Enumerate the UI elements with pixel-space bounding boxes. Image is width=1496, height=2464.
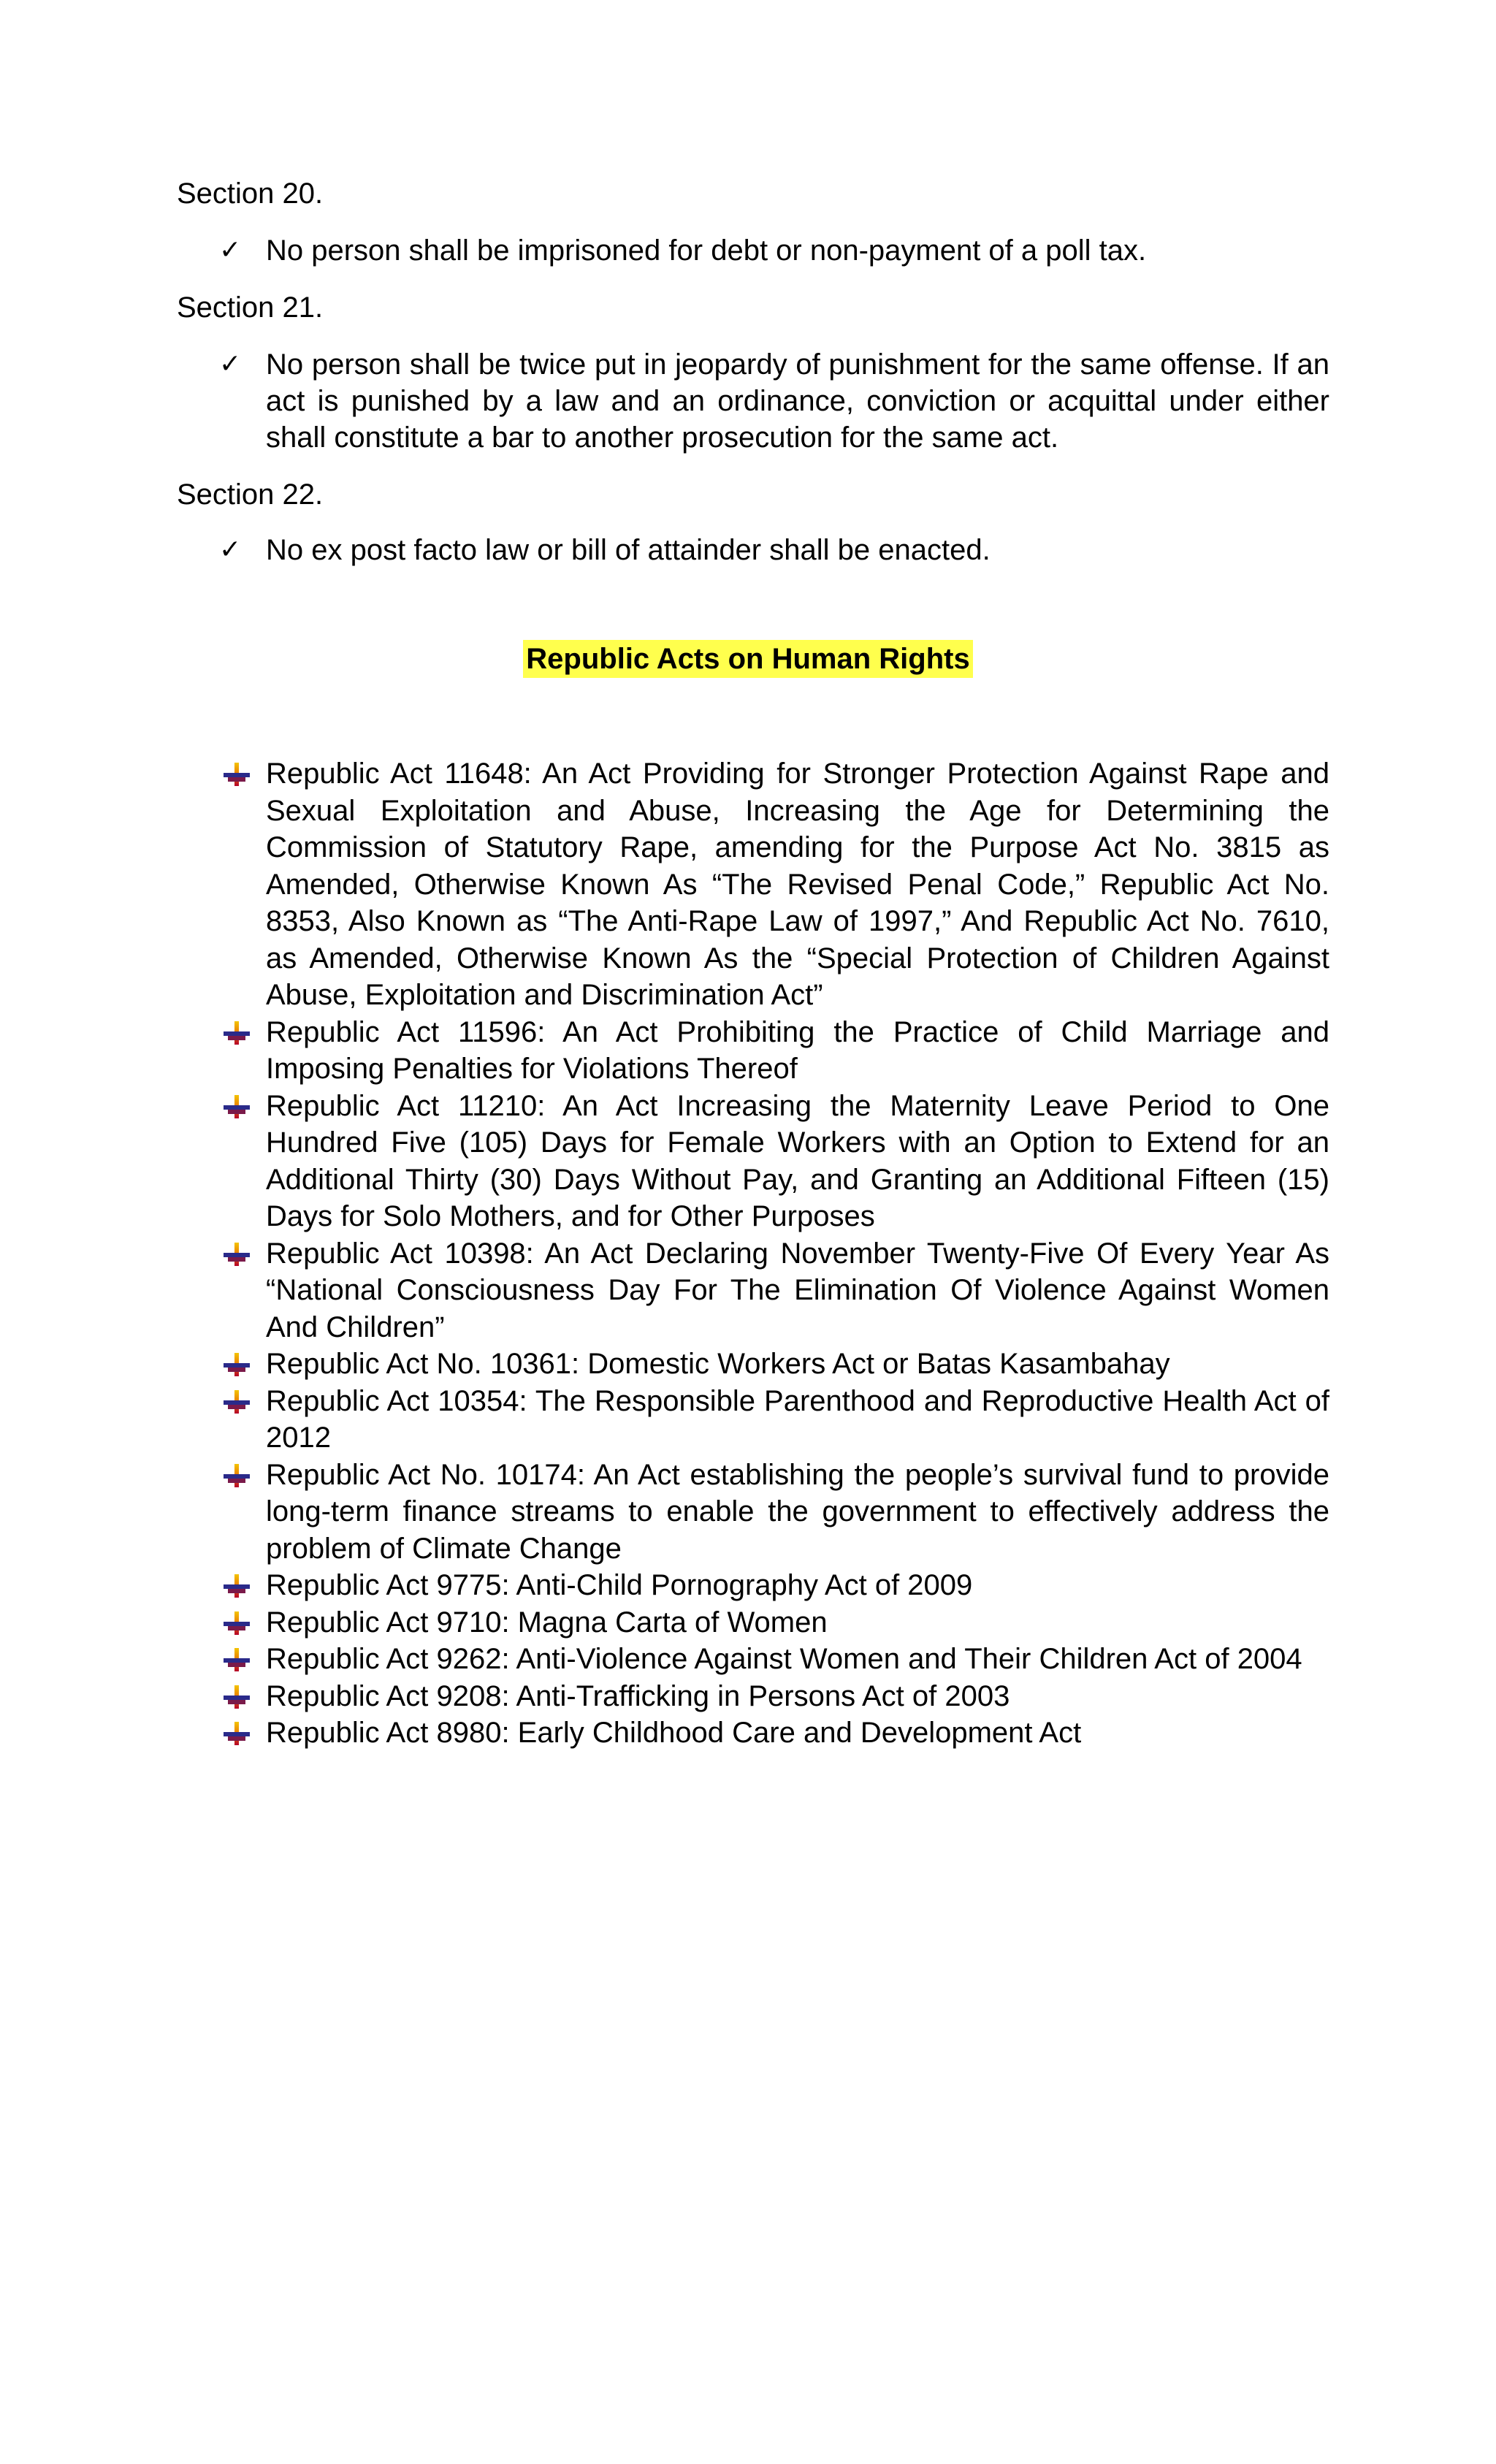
republic-act-item <box>219 1714 1329 1752</box>
republic-act-text: Republic Act 9208: Anti-Trafficking in Persons Act of 2003 <box>266 1679 1010 1712</box>
section-heading: Section 20. <box>177 178 324 210</box>
check-item-text: No person shall be twice put in jeopardy of punishment for the same offense. If an act is punished by a law and an ordinance, conviction or acquittal under either shall constitute a bar to another prosecution for the same act. <box>266 348 1329 454</box>
checkmark-icon: ✓ <box>219 235 242 265</box>
page-title: Republic Acts on Human Rights <box>523 640 972 678</box>
cross-arrow-bullet-icon <box>222 1351 251 1378</box>
republic-act-text: Republic Act 9262: Anti-Violence Against Women and Their Children Act of 2004 <box>266 1643 1302 1675</box>
republic-act-item <box>219 1678 1329 1715</box>
republic-act-item <box>219 1457 1329 1568</box>
republic-act-item <box>219 1641 1329 1678</box>
cross-arrow-bullet-icon <box>222 1610 251 1636</box>
cross-arrow-bullet-icon <box>222 761 251 787</box>
republic-act-text: Republic Act No. 10361: Domestic Workers Act or Batas Kasambahay <box>266 1348 1170 1380</box>
republic-act-text: Republic Act 11596: An Act Prohibiting the Practice of Child Marriage and Imposing Penalties for Violations Thereof <box>266 1015 1329 1085</box>
republic-act-text: Republic Act 9710: Magna Carta of Women <box>266 1606 828 1639</box>
republic-act-text: Republic Act 9775: Anti-Child Pornography Act of 2009 <box>266 1569 973 1601</box>
republic-act-text: Republic Act 10398: An Act Declaring November Twenty-Five Of Every Year As “National Consciousness Day For The Elimination Of Violence Against Women And Children” <box>266 1237 1329 1343</box>
title-container <box>0 640 1496 678</box>
republic-act-text: Republic Act No. 10174: An Act establishing the people’s survival fund to provide long-term finance streams to enable the government to effectively address the problem of Climate Change <box>266 1458 1329 1565</box>
cross-arrow-bullet-icon <box>222 1020 251 1046</box>
republic-act-item <box>219 1604 1329 1641</box>
cross-arrow-bullet-icon <box>222 1573 251 1599</box>
republic-act-text: Republic Act 11648: An Act Providing for Stronger Protection Against Rape and Sexual Exploitation and Abuse, Increasing the Age for Determining the Commission of Statutory Rape, amending for the Purpose Act No. 3815 as Amended, Otherwise Known As “The Revised Penal Code,” Republic Act No. 8353, Also Known as “The Anti-Rape Law of 1997,” And Republic Act No. 7610, as Amended, Otherwise Known As the “Special Protection of Children Against Abuse, Exploitation and Discrimination Act” <box>266 758 1329 1011</box>
republic-act-item <box>219 1088 1329 1235</box>
republic-act-text: Republic Act 11210: An Act Increasing the Maternity Leave Period to One Hundred Five (105) Days for Female Workers with an Option to Extend for an Additional Thirty (30) Days Without Pay, and Granting an Additional Fifteen (15) Days for Solo Mothers, and for Other Purposes <box>266 1089 1329 1232</box>
cross-arrow-bullet-icon <box>222 1389 251 1415</box>
cross-arrow-bullet-icon <box>222 1720 251 1747</box>
check-item-text: No person shall be imprisoned for debt or non-payment of a poll tax. <box>266 234 1147 267</box>
section-heading: Section 22. <box>177 478 324 511</box>
republic-act-item <box>219 1567 1329 1604</box>
republic-act-item <box>219 1235 1329 1346</box>
cross-arrow-bullet-icon <box>222 1462 251 1489</box>
republic-act-item <box>219 755 1329 1014</box>
republic-acts-list <box>219 755 1329 1752</box>
check-item-text: No ex post facto law or bill of attainder shall be enacted. <box>266 534 991 566</box>
republic-act-item <box>219 1014 1329 1088</box>
republic-act-text: Republic Act 8980: Early Childhood Care and Development Act <box>266 1717 1082 1749</box>
republic-act-text: Republic Act 10354: The Responsible Parenthood and Reproductive Health Act of 2012 <box>266 1384 1329 1454</box>
cross-arrow-bullet-icon <box>222 1684 251 1710</box>
section-heading: Section 21. <box>177 291 324 324</box>
checkmark-icon: ✓ <box>219 535 242 565</box>
republic-act-item <box>219 1383 1329 1457</box>
republic-act-item <box>219 1346 1329 1383</box>
cross-arrow-bullet-icon <box>222 1241 251 1267</box>
checkmark-icon: ✓ <box>219 349 242 379</box>
cross-arrow-bullet-icon <box>222 1647 251 1673</box>
cross-arrow-bullet-icon <box>222 1094 251 1120</box>
